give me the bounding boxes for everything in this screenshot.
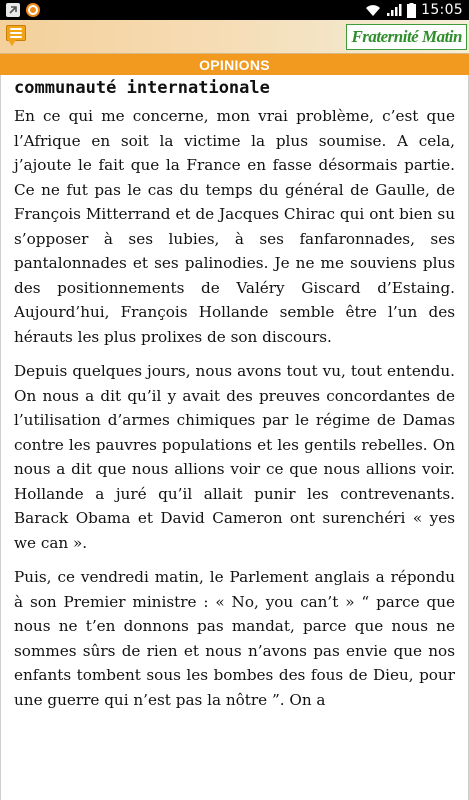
brand-logo[interactable]: Fraternité Matin: [346, 24, 467, 50]
status-bar: [0, 0, 469, 20]
article-content[interactable]: [0, 75, 469, 800]
section-title: OPINIONS: [0, 54, 469, 75]
notification-icon: [6, 3, 20, 17]
status-time: 15:05: [421, 2, 463, 18]
article-paragraph: En ce qui me concerne, mon vrai problème, c’est que l’Afrique en soit la victime la plus soumise. A cela, j’ajoute le fait que la France en fasse désormais partie. Ce ne fut pas le cas du temps du général de Gaulle, de François Mitterrand et de Jacques Chirac qui ont bien su s’opposer à ses lubies, à ses fanfaronnades, ses pantalonnades et ses palinodies. Je ne me souviens plus des positionnements de Valéry Giscard d’Estaing. Aujourd’hui, François Hollande semble être l’un des hérauts les plus prolixes de son discours.: [14, 107, 455, 346]
app-icon: [26, 3, 40, 17]
menu-icon[interactable]: [4, 23, 30, 47]
article-paragraph: Puis, ce vendredi matin, le Parlement anglais a répondu à son Premier ministre : « No, you can’t » “ parce que nous ne t’en donnons pas mandat, parce que nous ne sommes sûrs de rien et nous n’avons pas envie que nos enfants tombent sous les bombes des fous de Dieu, pour une guerre qui n’est pas la nôtre ”. On a: [14, 568, 455, 709]
wifi-icon: [365, 3, 381, 17]
app-header: [0, 20, 469, 54]
battery-icon: [407, 3, 416, 18]
signal-icon: [386, 3, 402, 17]
article-paragraph: Depuis quelques jours, nous avons tout vu, tout entendu. On nous a dit qu’il y avait des preuves concordantes de l’utilisation d’armes chimiques par le régime de Damas contre les pauvres populations et les gentils rebelles. On nous a dit que nous allions voir ce que nous allions voir. Hollande a juré qu’il allait punir les contrevenants. Barack Obama et David Cameron ont surenchéri « yes we can ».: [14, 362, 455, 552]
article-heading: communauté internationale: [14, 78, 270, 98]
